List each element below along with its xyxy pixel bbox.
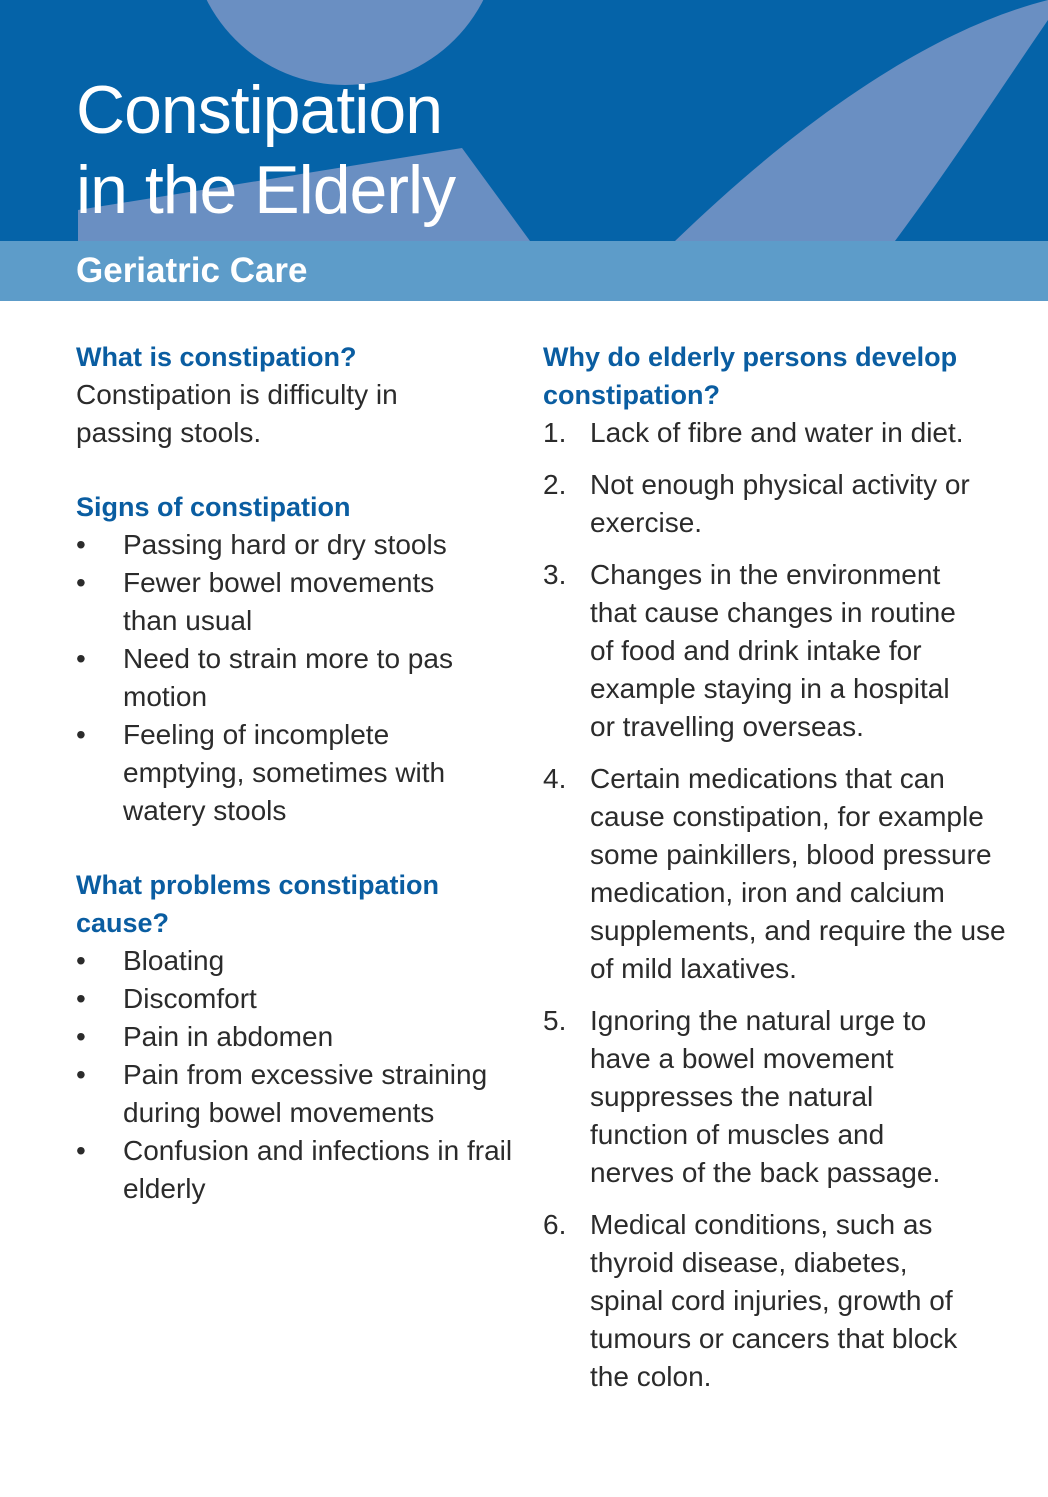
- what-body: Constipation is difficulty in passing stools.: [76, 379, 398, 448]
- list-item-text: Not enough physical activity or exercise.: [590, 469, 970, 538]
- list-item: [76, 1132, 516, 1208]
- list-item-text: Confusion and infections in frail elderly: [123, 1135, 513, 1204]
- bullet-icon: •: [76, 1021, 86, 1052]
- list-item: [543, 1002, 1013, 1192]
- bullet-icon: •: [76, 1059, 86, 1090]
- list-item-text: Bloating: [123, 945, 225, 976]
- list-item: [543, 414, 1013, 452]
- right-column: [543, 338, 1013, 1410]
- list-item: [543, 1206, 1013, 1396]
- what-heading: What is constipation?: [76, 342, 357, 372]
- list-item-text: Lack of fibre and water in diet.: [590, 417, 964, 448]
- bullet-icon: •: [76, 945, 86, 976]
- list-item: [76, 980, 516, 1018]
- problems-list: [76, 942, 516, 1208]
- list-number: 3.: [543, 559, 567, 590]
- list-item-text: Medical conditions, such as thyroid disease, diabetes, spinal cord injuries, growth of tumours or cancers that block the colon.: [590, 1209, 958, 1392]
- list-item: [543, 466, 1013, 542]
- signs-heading: Signs of constipation: [76, 492, 351, 522]
- title-line-1: Constipation: [76, 72, 443, 148]
- list-item: [543, 556, 1013, 746]
- list-number: 4.: [543, 763, 567, 794]
- list-number: 6.: [543, 1209, 567, 1240]
- page-title: [76, 70, 455, 230]
- list-item-text: Discomfort: [123, 983, 257, 1014]
- list-item-text: Passing hard or dry stools: [123, 529, 447, 560]
- page-subtitle: Geriatric Care: [76, 251, 308, 290]
- list-number: 5.: [543, 1005, 567, 1036]
- list-item-text: Ignoring the natural urge to have a bowel movement suppresses the natural function of muscles and nerves of the back passage.: [590, 1005, 941, 1188]
- list-item-text: Pain from excessive straining during bowel movements: [123, 1059, 488, 1128]
- header-banner: [0, 0, 1048, 241]
- bullet-icon: •: [76, 643, 86, 674]
- subtitle-band: [0, 241, 1048, 301]
- bullet-icon: •: [76, 983, 86, 1014]
- list-item: [76, 526, 476, 564]
- left-column: [76, 338, 516, 1208]
- reasons-list: [543, 414, 1013, 1396]
- list-item: [76, 640, 476, 716]
- list-item: [76, 1018, 516, 1056]
- bullet-icon: •: [76, 529, 86, 560]
- list-item: [76, 1056, 516, 1132]
- list-item-text: Changes in the environment that cause changes in routine of food and drink intake for example staying in a hospital or travelling overseas.: [590, 559, 956, 742]
- list-item-text: Need to strain more to pas motion: [123, 643, 453, 712]
- problems-heading: What problems constipation cause?: [76, 870, 440, 938]
- list-number: 1.: [543, 417, 567, 448]
- list-item-text: Certain medications that can cause constipation, for example some painkillers, blood pressure medication, iron and calcium supplements, and require the use of mild laxatives.: [590, 763, 1006, 984]
- list-item-text: Feeling of incomplete emptying, sometimes with watery stools: [123, 719, 446, 826]
- list-item-text: Fewer bowel movements than usual: [123, 567, 435, 636]
- decorative-arc: [675, 0, 1048, 241]
- bullet-icon: •: [76, 567, 86, 598]
- list-item: [76, 716, 476, 830]
- list-item-text: Pain in abdomen: [123, 1021, 334, 1052]
- bullet-icon: •: [76, 719, 86, 750]
- list-item: [76, 942, 516, 980]
- why-heading: Why do elderly persons develop constipation?: [543, 342, 958, 410]
- list-number: 2.: [543, 469, 567, 500]
- title-line-2: in the Elderly: [76, 152, 456, 228]
- list-item: [543, 760, 1013, 988]
- list-item: [76, 564, 476, 640]
- signs-list: [76, 526, 476, 830]
- bullet-icon: •: [76, 1135, 86, 1166]
